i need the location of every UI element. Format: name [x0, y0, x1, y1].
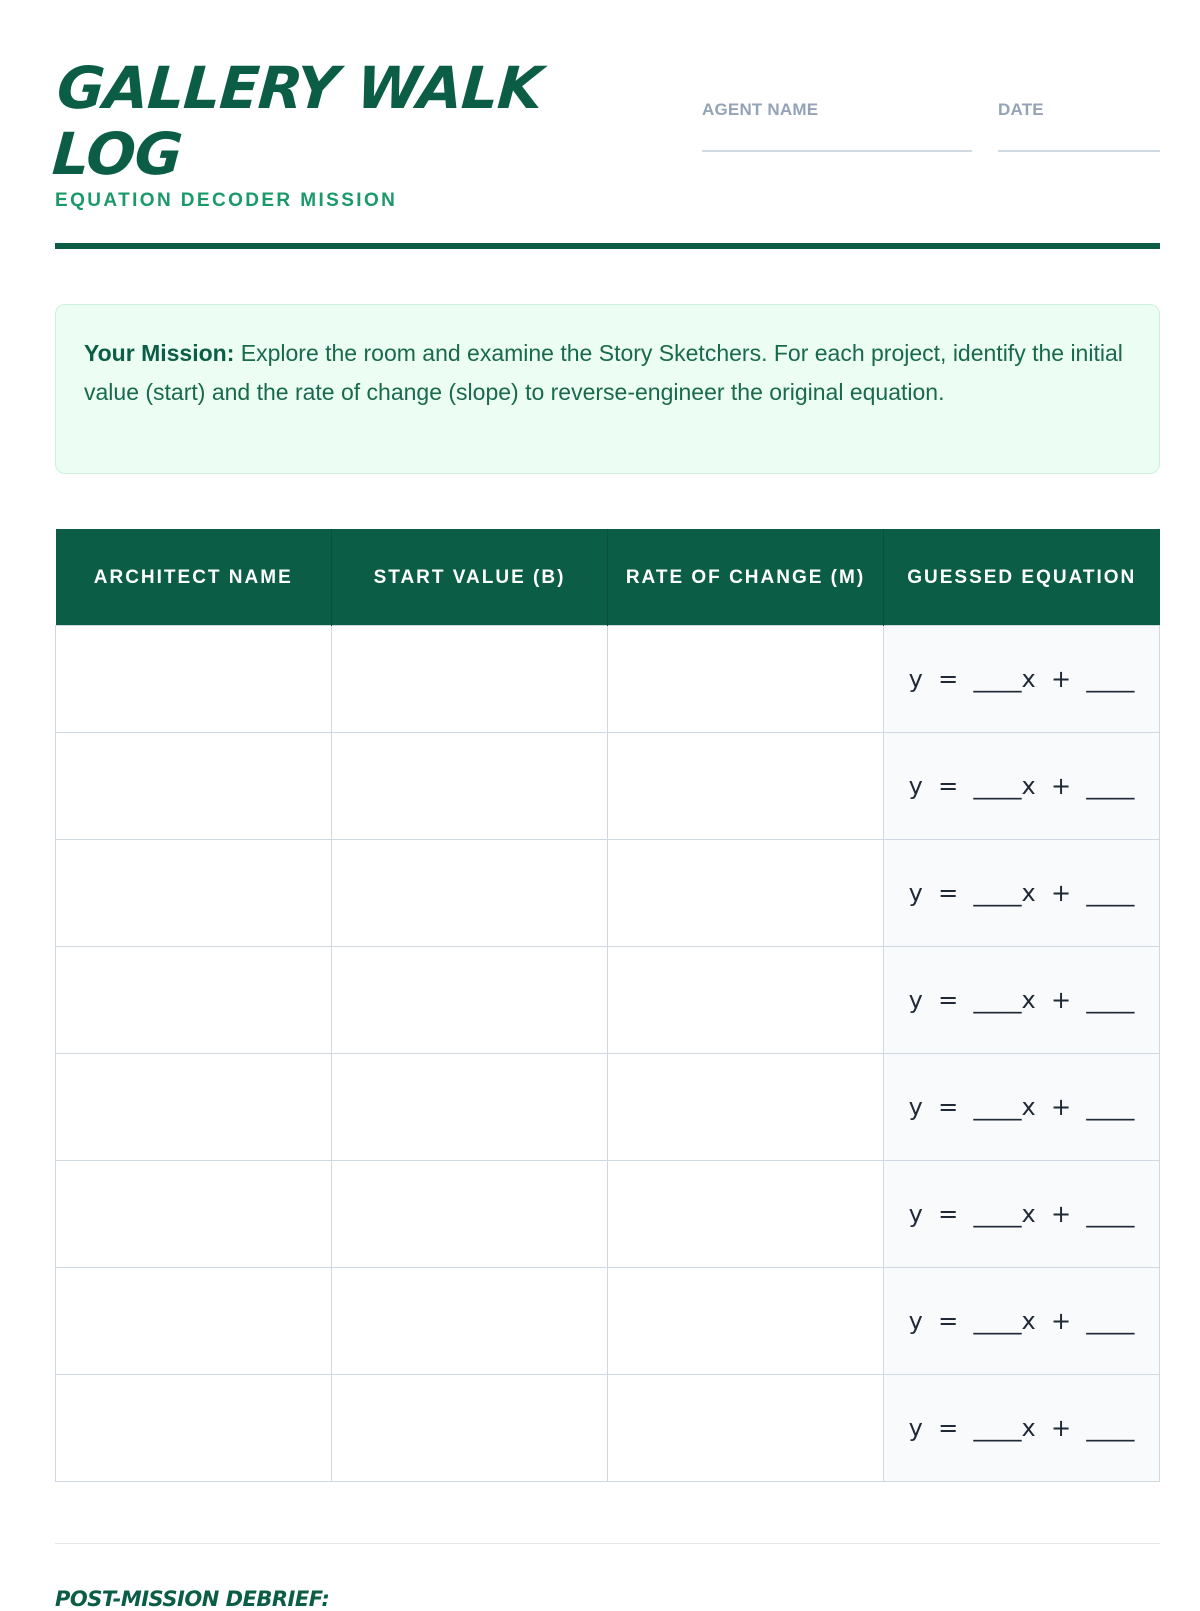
rate-of-change-cell[interactable]: [608, 1161, 884, 1268]
architect-name-cell[interactable]: [56, 1161, 332, 1268]
rate-of-change-cell[interactable]: [608, 947, 884, 1054]
start-value-cell[interactable]: [332, 733, 608, 840]
architect-name-cell[interactable]: [56, 1268, 332, 1375]
table-row: [56, 947, 1160, 1054]
agent-name-label: AGENT NAME: [702, 100, 819, 119]
mission-lead: Your Mission:: [84, 340, 235, 366]
agent-name-line[interactable]: [702, 150, 972, 152]
date-label: DATE: [998, 100, 1044, 119]
architect-name-cell[interactable]: [56, 733, 332, 840]
start-value-cell[interactable]: [332, 840, 608, 947]
column-header-start-value: START VALUE (B): [332, 529, 608, 626]
guessed-equation-cell[interactable]: y = ____x + ____: [884, 733, 1160, 840]
table-row: [56, 626, 1160, 733]
guessed-equation-cell[interactable]: y = ____x + ____: [884, 947, 1160, 1054]
worksheet-page: [50, 0, 1160, 1611]
agent-name-field[interactable]: [702, 100, 972, 152]
date-field[interactable]: [998, 100, 1160, 152]
section-divider: [55, 1543, 1160, 1544]
guessed-equation-cell[interactable]: y = ____x + ____: [884, 840, 1160, 947]
start-value-cell[interactable]: [332, 1375, 608, 1482]
table-header-row: [56, 529, 1160, 626]
table-body: [56, 626, 1160, 1482]
date-line[interactable]: [998, 150, 1160, 152]
start-value-cell[interactable]: [332, 1268, 608, 1375]
table-row: [56, 1161, 1160, 1268]
architect-name-cell[interactable]: [56, 840, 332, 947]
gallery-log-table: [55, 529, 1160, 1482]
rate-of-change-cell[interactable]: [608, 1054, 884, 1161]
table-row: [56, 1268, 1160, 1375]
mission-box: [55, 304, 1160, 474]
mission-text: Explore the room and examine the Story Sketchers. For each project, identify the initial value (start) and the rate of change (slope) to reverse-engineer the original equation.: [84, 340, 1123, 405]
column-header-architect: ARCHITECT NAME: [56, 529, 332, 626]
debrief-heading: POST-MISSION DEBRIEF:: [55, 1587, 330, 1611]
rate-of-change-cell[interactable]: [608, 626, 884, 733]
start-value-cell[interactable]: [332, 626, 608, 733]
architect-name-cell[interactable]: [56, 1375, 332, 1482]
rate-of-change-cell[interactable]: [608, 840, 884, 947]
guessed-equation-cell[interactable]: y = ____x + ____: [884, 626, 1160, 733]
header: [50, 0, 1160, 250]
architect-name-cell[interactable]: [56, 947, 332, 1054]
column-header-equation: GUESSED EQUATION: [884, 529, 1160, 626]
architect-name-cell[interactable]: [56, 1054, 332, 1161]
rate-of-change-cell[interactable]: [608, 1268, 884, 1375]
table-row: [56, 1054, 1160, 1161]
start-value-cell[interactable]: [332, 1161, 608, 1268]
page-title: GALLERY WALK LOG: [50, 54, 544, 188]
table-row: [56, 733, 1160, 840]
architect-name-cell[interactable]: [56, 626, 332, 733]
column-header-rate-of-change: RATE OF CHANGE (M): [608, 529, 884, 626]
header-divider: [55, 243, 1160, 249]
table-row: [56, 1375, 1160, 1482]
page-subtitle: EQUATION DECODER MISSION: [55, 190, 398, 211]
start-value-cell[interactable]: [332, 947, 608, 1054]
table-row: [56, 840, 1160, 947]
guessed-equation-cell[interactable]: y = ____x + ____: [884, 1054, 1160, 1161]
guessed-equation-cell[interactable]: y = ____x + ____: [884, 1375, 1160, 1482]
rate-of-change-cell[interactable]: [608, 1375, 884, 1482]
guessed-equation-cell[interactable]: y = ____x + ____: [884, 1268, 1160, 1375]
start-value-cell[interactable]: [332, 1054, 608, 1161]
guessed-equation-cell[interactable]: y = ____x + ____: [884, 1161, 1160, 1268]
rate-of-change-cell[interactable]: [608, 733, 884, 840]
